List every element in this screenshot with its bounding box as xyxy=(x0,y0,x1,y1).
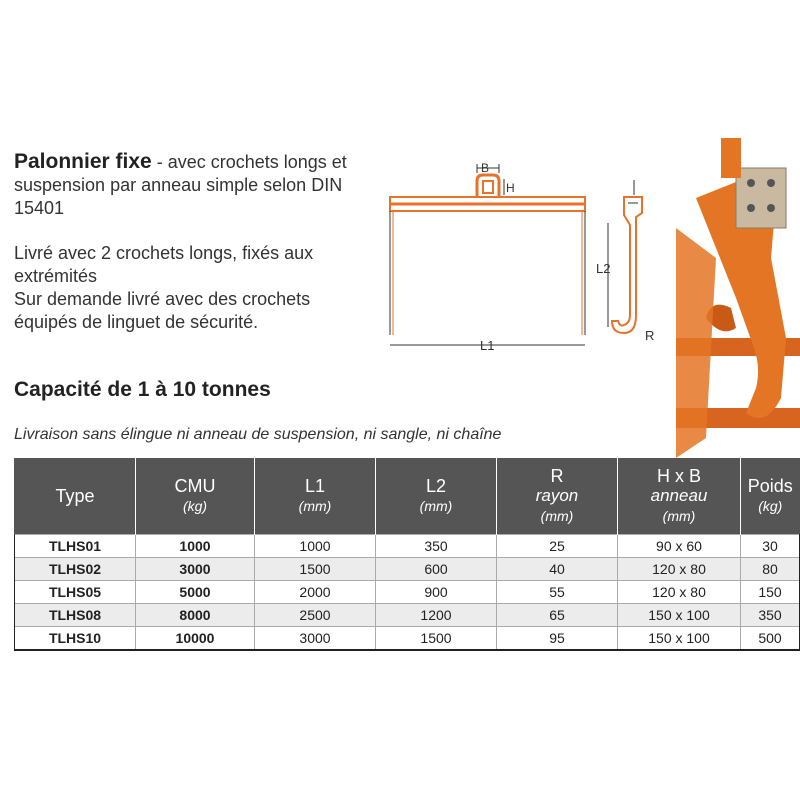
label-h: H xyxy=(506,181,515,195)
header-hxb: H x B anneau (mm) xyxy=(618,458,741,535)
beam-drawing xyxy=(390,161,585,353)
cell-cmu: 3000 xyxy=(136,558,255,581)
cell-hxb: 150 x 100 xyxy=(618,604,741,627)
label-r: R xyxy=(645,328,655,343)
technical-drawing xyxy=(380,155,665,355)
cell-type: TLHS01 xyxy=(15,535,136,558)
cell-l2: 900 xyxy=(376,581,497,604)
cell-poids: 30 xyxy=(741,535,800,558)
cell-hxb: 150 x 100 xyxy=(618,627,741,651)
header-type: Type xyxy=(15,458,136,535)
cell-poids: 150 xyxy=(741,581,800,604)
cell-cmu: 1000 xyxy=(136,535,255,558)
delivery-note: Livraison sans élingue ni anneau de suspension, ni sangle, ni chaîne xyxy=(14,426,502,443)
product-description xyxy=(14,150,374,334)
cell-l1: 1500 xyxy=(255,558,376,581)
label-l1: L1 xyxy=(480,338,495,353)
table-row xyxy=(15,604,800,627)
product-title: Palonnier fixe xyxy=(14,150,152,173)
cell-r: 25 xyxy=(497,535,618,558)
hook-drawing xyxy=(596,180,654,343)
cell-r: 55 xyxy=(497,581,618,604)
cell-l1: 3000 xyxy=(255,627,376,651)
description-intro xyxy=(14,150,374,220)
cell-hxb: 90 x 60 xyxy=(618,535,741,558)
product-photo xyxy=(676,138,800,460)
cell-cmu: 10000 xyxy=(136,627,255,651)
table-row xyxy=(15,535,800,558)
cell-hxb: 120 x 80 xyxy=(618,581,741,604)
capacity-heading: Capacité de 1 à 10 tonnes xyxy=(14,378,271,401)
cell-l2: 1200 xyxy=(376,604,497,627)
cell-l1: 1000 xyxy=(255,535,376,558)
header-r: R rayon (mm) xyxy=(497,458,618,535)
cell-l1: 2000 xyxy=(255,581,376,604)
table-row xyxy=(15,558,800,581)
cell-r: 65 xyxy=(497,604,618,627)
product-subtitle: - avec crochets longs et suspension par anneau simple selon DIN 15401 xyxy=(14,152,347,218)
header-l1: L1 (mm) xyxy=(255,458,376,535)
cell-l2: 350 xyxy=(376,535,497,558)
cell-r: 95 xyxy=(497,627,618,651)
description-hooks xyxy=(14,242,374,334)
cell-poids: 350 xyxy=(741,604,800,627)
header-l2: L2 (mm) xyxy=(376,458,497,535)
hooks-text: Livré avec 2 crochets longs, fixés aux extrémités xyxy=(14,243,314,286)
table-row xyxy=(15,627,800,651)
cell-poids: 500 xyxy=(741,627,800,651)
table-header-row xyxy=(15,458,800,535)
cell-type: TLHS02 xyxy=(15,558,136,581)
cell-l2: 600 xyxy=(376,558,497,581)
label-l2: L2 xyxy=(596,261,611,276)
cell-hxb: 120 x 80 xyxy=(618,558,741,581)
label-b: B xyxy=(481,161,490,175)
option-text: Sur demande livré avec des crochets équipés de linguet de sécurité. xyxy=(14,289,311,332)
specification-table xyxy=(14,458,800,651)
cell-cmu: 8000 xyxy=(136,604,255,627)
cell-r: 40 xyxy=(497,558,618,581)
cell-cmu: 5000 xyxy=(136,581,255,604)
cell-type: TLHS05 xyxy=(15,581,136,604)
cell-type: TLHS08 xyxy=(15,604,136,627)
header-poids: Poids (kg) xyxy=(741,458,800,535)
table-row xyxy=(15,581,800,604)
cell-type: TLHS10 xyxy=(15,627,136,651)
cell-l1: 2500 xyxy=(255,604,376,627)
cell-poids: 80 xyxy=(741,558,800,581)
header-cmu: CMU (kg) xyxy=(136,458,255,535)
cell-l2: 1500 xyxy=(376,627,497,651)
